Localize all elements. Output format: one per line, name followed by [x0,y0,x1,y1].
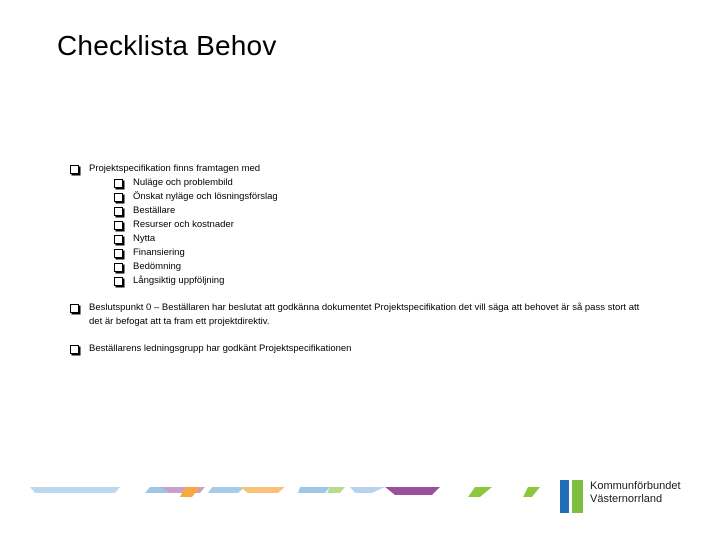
band-stroke-purple [385,487,440,495]
checkbox-icon[interactable] [114,277,123,286]
checklist-item-label: Nytta [133,233,156,244]
logo-bar-blue [560,480,569,513]
checkbox-icon[interactable] [70,304,79,313]
checkbox-icon[interactable] [114,207,123,216]
checklist-item-label: Bedömning [133,261,182,272]
checkbox-icon[interactable] [114,235,123,244]
band-stroke-orange [240,487,285,493]
logo-line2: Västernorrland [590,493,663,505]
band-stroke-green [523,487,540,497]
checklist-item-label: Resurser och kostnader [133,219,234,230]
band-stroke-blue [298,487,330,493]
checkbox-icon[interactable] [114,263,123,272]
checklist-item-label: Projektspecifikation finns framtagen med [89,163,261,174]
checkbox-icon[interactable] [70,345,79,354]
band-stroke-green [468,487,492,497]
checkbox-icon[interactable] [114,249,123,258]
checklist-item-label-line1: Beslutspunkt 0 – Beställaren har beslutat att godkänna dokumentet Projektspecifikation det vill säga att behovet är så pass stort att [89,302,640,313]
checklist-item-label: Beställarens ledningsgrupp har godkänt Projektspecifikationen [89,343,352,354]
checklist-item-label: Långsiktig uppföljning [133,275,225,286]
logo-bar-green [572,480,583,513]
checkbox-icon[interactable] [114,221,123,230]
checkbox-icon[interactable] [114,193,123,202]
band-stroke-blue [30,487,120,493]
checkbox-icon[interactable] [70,165,79,174]
band-stroke-blue [350,487,385,493]
checklist-item-label: Önskat nyläge och lösningsförslag [133,191,278,202]
checklist-item-label: Nuläge och problembild [133,177,233,188]
band-stroke-green [327,487,345,493]
logo-line1: Kommunförbundet [590,480,681,492]
checkbox-icon[interactable] [114,179,123,188]
slide-title: Checklista Behov [57,30,277,61]
checklist-item-label: Finansiering [133,247,185,258]
logo-wordmark [590,480,681,506]
checklist-item-label: Beställare [133,205,176,216]
checklist-item-label-line2: det är befogat att ta fram ett projektdirektiv. [89,316,270,327]
band-stroke-blue [208,487,245,493]
